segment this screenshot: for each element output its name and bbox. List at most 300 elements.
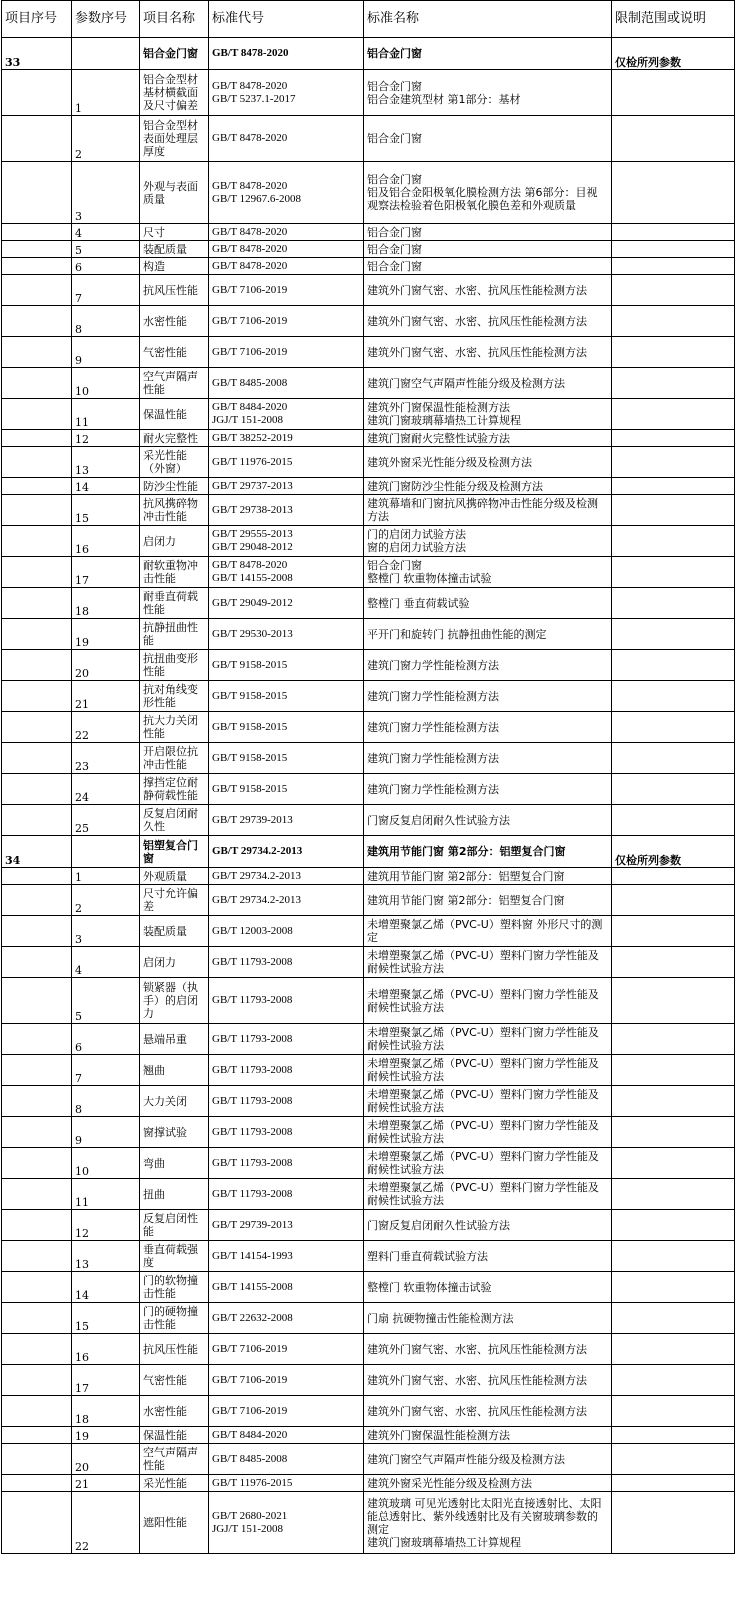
param-name: 锁紧器（执手）的启闭力 (140, 978, 209, 1024)
param-number: 7 (72, 275, 140, 306)
param-name: 启闭力 (140, 526, 209, 557)
standard-name: 建筑外门窗气密、水密、抗风压性能检测方法 (367, 1342, 587, 1356)
param-number: 18 (72, 588, 140, 619)
param-row (2, 1427, 735, 1444)
standard-code: GB/T 8478-2020 (212, 259, 288, 272)
header-scope-note: 限制范围或说明 (612, 1, 735, 38)
param-name: 抗风压性能 (140, 1334, 209, 1365)
scope-note (612, 947, 735, 978)
param-row (2, 868, 735, 885)
standard-codes (209, 1148, 364, 1179)
standard-codes (209, 1210, 364, 1241)
item-number (2, 588, 72, 619)
param-row (2, 526, 735, 557)
param-name: 翘曲 (140, 1055, 209, 1086)
scope-note (612, 337, 735, 368)
param-row (2, 588, 735, 619)
param-name: 外观质量 (140, 868, 209, 885)
standard-code: GB/T 8478-2020 (212, 559, 288, 571)
scope-note (612, 1334, 735, 1365)
standard-name: 铝合金门窗 (367, 173, 422, 186)
standard-code: GB/T 29739-2013 (212, 813, 293, 826)
standard-code: GB/T 38252-2019 (212, 431, 293, 444)
param-name: 气密性能 (140, 337, 209, 368)
item-number (2, 1427, 72, 1444)
param-name: 反复启闭耐久性 (140, 805, 209, 836)
scope-note (612, 650, 735, 681)
standard-codes (209, 447, 364, 478)
standard-names (364, 162, 612, 224)
scope-note (612, 399, 735, 430)
param-row (2, 681, 735, 712)
standard-names (364, 1492, 612, 1554)
standard-name: 建筑外门窗气密、水密、抗风压性能检测方法 (367, 345, 587, 359)
standard-name: 建筑门窗力学性能检测方法 (367, 689, 499, 703)
param-row (2, 495, 735, 526)
standard-name: 建筑外门窗气密、水密、抗风压性能检测方法 (367, 283, 587, 297)
item-number (2, 619, 72, 650)
standard-name: 建筑用节能门窗 第2部分：铝塑复合门窗 (367, 869, 565, 883)
param-number: 10 (72, 368, 140, 399)
scope-note (612, 1475, 735, 1492)
standard-name: 未增塑聚氯乙烯（PVC-U）塑料门窗力学性能及耐候性试验方法 (367, 1026, 599, 1052)
standard-codes (209, 1179, 364, 1210)
item-name: 铝合金门窗 (140, 38, 209, 70)
param-row (2, 978, 735, 1024)
param-row (2, 1117, 735, 1148)
standard-names (364, 38, 612, 70)
item-number (2, 1492, 72, 1554)
standard-code: GB/T 29737-2013 (212, 479, 293, 492)
standard-codes (209, 1055, 364, 1086)
standard-name: 建筑外门窗保温性能检测方法 (367, 1428, 510, 1442)
param-name: 保温性能 (140, 1427, 209, 1444)
param-number: 21 (72, 681, 140, 712)
standard-codes (209, 306, 364, 337)
param-number: 21 (72, 1475, 140, 1492)
standard-code: GB/T 8478-2020 (212, 132, 288, 144)
item-number (2, 557, 72, 588)
standard-names (364, 1148, 612, 1179)
scope-note (612, 1024, 735, 1055)
standard-codes (209, 1241, 364, 1272)
standard-names (364, 1303, 612, 1334)
standard-codes (209, 947, 364, 978)
item-number (2, 1241, 72, 1272)
standard-code: GB/T 7106-2019 (212, 345, 288, 358)
param-row (2, 368, 735, 399)
standard-names (364, 1179, 612, 1210)
param-row (2, 337, 735, 368)
item-number (2, 774, 72, 805)
standard-names (364, 916, 612, 947)
standard-codes (209, 681, 364, 712)
param-row (2, 1179, 735, 1210)
standard-names (364, 1055, 612, 1086)
scope-note (612, 1365, 735, 1396)
standard-codes (209, 224, 364, 241)
param-row (2, 258, 735, 275)
standard-code: GB/T 9158-2015 (212, 658, 288, 671)
param-name: 悬端吊重 (140, 1024, 209, 1055)
standard-names (364, 650, 612, 681)
standard-code: JGJ/T 151-2008 (212, 1522, 283, 1535)
scope-note (612, 619, 735, 650)
param-number: 6 (72, 1024, 140, 1055)
standard-codes (209, 495, 364, 526)
item-number (2, 306, 72, 337)
item-number (2, 495, 72, 526)
param-number: 15 (72, 495, 140, 526)
standard-code: GB/T 8484-2020 (212, 1428, 288, 1441)
param-row (2, 947, 735, 978)
item-row (2, 836, 735, 868)
param-name: 抗静扭曲性能 (140, 619, 209, 650)
param-name: 抗风压性能 (140, 275, 209, 306)
standard-name: 建筑门窗玻璃幕墙热工计算规程 (367, 1535, 521, 1549)
standard-code: GB/T 8478-2020 (212, 242, 288, 255)
standard-code: GB/T 8478-2020 (212, 79, 288, 92)
standard-code: GB/T 11793-2008 (212, 1094, 293, 1107)
standard-names (364, 1210, 612, 1241)
item-number (2, 1148, 72, 1179)
item-number (2, 258, 72, 275)
standard-code: GB/T 14155-2008 (212, 572, 293, 584)
item-number (2, 275, 72, 306)
standard-codes (209, 70, 364, 116)
param-name: 耐火完整性 (140, 430, 209, 447)
standard-code: GB/T 8485-2008 (212, 376, 288, 389)
param-number: 4 (72, 947, 140, 978)
standard-name: 建筑门窗力学性能检测方法 (367, 658, 499, 672)
standard-codes (209, 162, 364, 224)
standard-codes (209, 885, 364, 916)
param-number: 10 (72, 1148, 140, 1179)
scope-note (612, 743, 735, 774)
item-number (2, 526, 72, 557)
standard-names (364, 495, 612, 526)
param-row (2, 430, 735, 447)
scope-note (612, 1396, 735, 1427)
param-name: 门的硬物撞击性能 (140, 1303, 209, 1334)
param-name: 保温性能 (140, 399, 209, 430)
standard-names (364, 743, 612, 774)
param-name: 扭曲 (140, 1179, 209, 1210)
standard-codes (209, 1475, 364, 1492)
param-number: 5 (72, 241, 140, 258)
standard-names (364, 1241, 612, 1272)
standard-name: 未增塑聚氯乙烯（PVC-U）塑料门窗力学性能及耐候性试验方法 (367, 949, 599, 975)
param-number: 22 (72, 1492, 140, 1554)
standard-codes (209, 1365, 364, 1396)
item-number (2, 1444, 72, 1475)
scope-note (612, 1210, 735, 1241)
param-number: 9 (72, 1117, 140, 1148)
standard-name: 未增塑聚氯乙烯（PVC-U）塑料门窗力学性能及耐候性试验方法 (367, 1088, 599, 1114)
item-number (2, 162, 72, 224)
standard-codes (209, 619, 364, 650)
standard-names (364, 1334, 612, 1365)
standard-names (364, 1365, 612, 1396)
standard-names (364, 258, 612, 275)
standard-name: 建筑门窗玻璃幕墙热工计算规程 (367, 414, 521, 427)
item-number (2, 1272, 72, 1303)
param-number: 25 (72, 805, 140, 836)
param-name: 采光性能 (140, 1475, 209, 1492)
param-name: 水密性能 (140, 306, 209, 337)
standard-name: 铝合金门窗 (367, 79, 422, 93)
param-number: 19 (72, 1427, 140, 1444)
param-row (2, 162, 735, 224)
standard-names (364, 116, 612, 162)
item-number (2, 650, 72, 681)
standard-code: GB/T 8478-2020 (212, 179, 288, 192)
param-number: 14 (72, 1272, 140, 1303)
standard-code: GB/T 11793-2008 (212, 1125, 293, 1138)
standard-codes (209, 258, 364, 275)
standard-names (364, 1396, 612, 1427)
param-name: 防沙尘性能 (140, 478, 209, 495)
standard-names (364, 1475, 612, 1492)
item-number (2, 224, 72, 241)
standard-name: 建筑幕墙和门窗抗风携碎物冲击性能分级及检测方法 (367, 497, 598, 523)
standard-codes (209, 1086, 364, 1117)
param-name: 门的软物撞击性能 (140, 1272, 209, 1303)
standard-name: 建筑用节能门窗 第2部分：铝塑复合门窗 (367, 845, 566, 858)
param-name: 尺寸 (140, 224, 209, 241)
scope-note (612, 447, 735, 478)
standards-table (1, 0, 735, 1554)
item-name: 铝塑复合门窗 (140, 836, 209, 868)
param-name: 抗大力关闭性能 (140, 712, 209, 743)
header-item-no: 项目序号 (2, 1, 72, 38)
param-number: 17 (72, 1365, 140, 1396)
param-name: 外观与表面质量 (140, 162, 209, 224)
standard-names (364, 368, 612, 399)
standard-codes (209, 1444, 364, 1475)
standard-names (364, 224, 612, 241)
scope-note (612, 116, 735, 162)
standard-name: 整樘门 软重物体撞击试验 (367, 1280, 492, 1294)
scope-note (612, 1444, 735, 1475)
item-number (2, 805, 72, 836)
item-number (2, 116, 72, 162)
param-number: 9 (72, 337, 140, 368)
standard-names (364, 1427, 612, 1444)
standard-name: 建筑外窗采光性能分级及检测方法 (367, 455, 532, 469)
item-number (2, 337, 72, 368)
header-standard-name: 标准名称 (364, 1, 612, 38)
param-name: 开启限位抗冲击性能 (140, 743, 209, 774)
standard-code: GB/T 29734.2-2013 (212, 893, 302, 906)
standard-name: 铝合金门窗 (367, 242, 422, 256)
standard-codes (209, 399, 364, 430)
param-number: 11 (72, 399, 140, 430)
standard-names (364, 681, 612, 712)
param-name: 启闭力 (140, 947, 209, 978)
scope-note (612, 868, 735, 885)
standard-name: 平开门和旋转门 抗静扭曲性能的测定 (367, 627, 547, 641)
standard-name: 门扇 抗硬物撞击性能检测方法 (367, 1311, 514, 1325)
param-name: 大力关闭 (140, 1086, 209, 1117)
standard-name: 建筑门窗空气声隔声性能分级及检测方法 (367, 376, 565, 390)
param-row (2, 1365, 735, 1396)
scope-note (612, 1055, 735, 1086)
param-name: 采光性能（外窗） (140, 447, 209, 478)
param-name: 弯曲 (140, 1148, 209, 1179)
param-row (2, 1334, 735, 1365)
standard-code: GB/T 8485-2008 (212, 1452, 288, 1465)
standard-codes (209, 650, 364, 681)
param-row (2, 1024, 735, 1055)
item-number (2, 681, 72, 712)
standard-names (364, 241, 612, 258)
standard-name: 铝合金门窗 (367, 225, 422, 239)
standard-code: GB/T 9158-2015 (212, 782, 288, 795)
param-name: 铝合金型材基材横截面及尺寸偏差 (140, 70, 209, 116)
standard-names (364, 1272, 612, 1303)
standard-name: 铝合金门窗 (367, 47, 422, 60)
param-number: 2 (72, 885, 140, 916)
item-number (2, 1365, 72, 1396)
standard-code: GB/T 11793-2008 (212, 1032, 293, 1045)
param-name: 装配质量 (140, 916, 209, 947)
standard-codes (209, 526, 364, 557)
scope-note (612, 1117, 735, 1148)
standard-code: GB/T 8478-2020 (212, 225, 288, 238)
param-name: 构造 (140, 258, 209, 275)
standard-name: 建筑外窗采光性能分级及检测方法 (367, 1476, 532, 1490)
standard-code: GB/T 29739-2013 (212, 1218, 293, 1231)
item-number (2, 712, 72, 743)
standard-codes (209, 241, 364, 258)
standard-code: GB/T 8484-2020 (212, 401, 288, 413)
param-name: 遮阳性能 (140, 1492, 209, 1554)
item-number (2, 1086, 72, 1117)
scope-note (612, 1086, 735, 1117)
item-number (2, 430, 72, 447)
item-number: 34 (2, 836, 72, 868)
standard-code: GB/T 7106-2019 (212, 1342, 288, 1355)
standard-names (364, 430, 612, 447)
standard-code: GB/T 29734.2-2013 (212, 845, 303, 857)
param-name: 垂直荷载强度 (140, 1241, 209, 1272)
standard-name: 建筑外门窗保温性能检测方法 (367, 401, 510, 414)
param-row (2, 1148, 735, 1179)
standard-code: GB/T 22632-2008 (212, 1311, 293, 1324)
param-row (2, 1086, 735, 1117)
item-number (2, 1210, 72, 1241)
param-name: 水密性能 (140, 1396, 209, 1427)
standard-names (364, 275, 612, 306)
standard-codes (209, 978, 364, 1024)
standard-codes (209, 116, 364, 162)
standard-names (364, 306, 612, 337)
param-name: 耐软重物冲击性能 (140, 557, 209, 588)
scope-note (612, 495, 735, 526)
scope-note (612, 805, 735, 836)
standard-name: 铝合金建筑型材 第1部分：基材 (367, 92, 521, 106)
item-number (2, 868, 72, 885)
param-number: 19 (72, 619, 140, 650)
standard-code: GB/T 2680-2021 (212, 1509, 288, 1522)
param-number: 17 (72, 557, 140, 588)
standard-name: 未增塑聚氯乙烯（PVC-U）塑料门窗力学性能及耐候性试验方法 (367, 1150, 599, 1176)
standard-name: 建筑玻璃 可见光透射比太阳光直接透射比、太阳能总透射比、紫外线透射比及有关窗玻璃参数的测定 (367, 1496, 602, 1536)
standard-names (364, 868, 612, 885)
standard-names (364, 1024, 612, 1055)
param-number: 11 (72, 1179, 140, 1210)
param-row (2, 399, 735, 430)
standard-names (364, 526, 612, 557)
standard-name: 建筑门窗力学性能检测方法 (367, 751, 499, 765)
param-row (2, 774, 735, 805)
standard-names (364, 978, 612, 1024)
scope-note (612, 162, 735, 224)
standard-name: 未增塑聚氯乙烯（PVC-U）塑料门窗力学性能及耐候性试验方法 (367, 1181, 599, 1207)
standard-code: GB/T 12967.6-2008 (212, 192, 302, 205)
standard-code: GB/T 7106-2019 (212, 1373, 288, 1386)
item-number: 33 (2, 38, 72, 70)
scope-note (612, 258, 735, 275)
item-number (2, 399, 72, 430)
standard-name: 铝合金门窗 (367, 559, 422, 572)
param-number (72, 38, 140, 70)
standard-codes (209, 38, 364, 70)
header-row (2, 1, 735, 38)
standard-codes (209, 1492, 364, 1554)
scope-note (612, 978, 735, 1024)
standard-name: 门的启闭力试验方法 (367, 528, 466, 541)
standard-codes (209, 836, 364, 868)
param-number: 14 (72, 478, 140, 495)
param-name: 耐垂直荷载性能 (140, 588, 209, 619)
standard-name: 门窗反复启闭耐久性试验方法 (367, 813, 510, 827)
param-number: 13 (72, 1241, 140, 1272)
standard-name: 建筑门窗空气声隔声性能分级及检测方法 (367, 1452, 565, 1466)
item-number (2, 743, 72, 774)
standard-codes (209, 916, 364, 947)
item-number (2, 1475, 72, 1492)
standard-names (364, 447, 612, 478)
standard-code: GB/T 14155-2008 (212, 1280, 293, 1293)
standard-name: 建筑用节能门窗 第2部分：铝塑复合门窗 (367, 893, 565, 907)
standard-name: 建筑外门窗气密、水密、抗风压性能检测方法 (367, 1404, 587, 1418)
standard-codes (209, 743, 364, 774)
standard-names (364, 70, 612, 116)
param-name: 撑挡定位耐静荷载性能 (140, 774, 209, 805)
standard-code: GB/T 9158-2015 (212, 689, 288, 702)
standard-code: GB/T 8478-2020 (212, 47, 289, 59)
standard-names (364, 712, 612, 743)
param-row (2, 447, 735, 478)
param-row (2, 557, 735, 588)
standard-name: 建筑门窗防沙尘性能分级及检测方法 (367, 479, 543, 493)
item-number (2, 1334, 72, 1365)
standard-code: GB/T 29555-2013 (212, 528, 293, 540)
standard-name: 未增塑聚氯乙烯（PVC-U）塑料窗 外形尺寸的测定 (367, 918, 603, 944)
param-row (2, 1210, 735, 1241)
param-name: 装配质量 (140, 241, 209, 258)
standard-names (364, 588, 612, 619)
item-number (2, 1179, 72, 1210)
scope-note (612, 681, 735, 712)
param-row (2, 70, 735, 116)
param-row (2, 224, 735, 241)
standard-codes (209, 1334, 364, 1365)
param-number: 8 (72, 1086, 140, 1117)
header-item-name: 项目名称 (140, 1, 209, 38)
